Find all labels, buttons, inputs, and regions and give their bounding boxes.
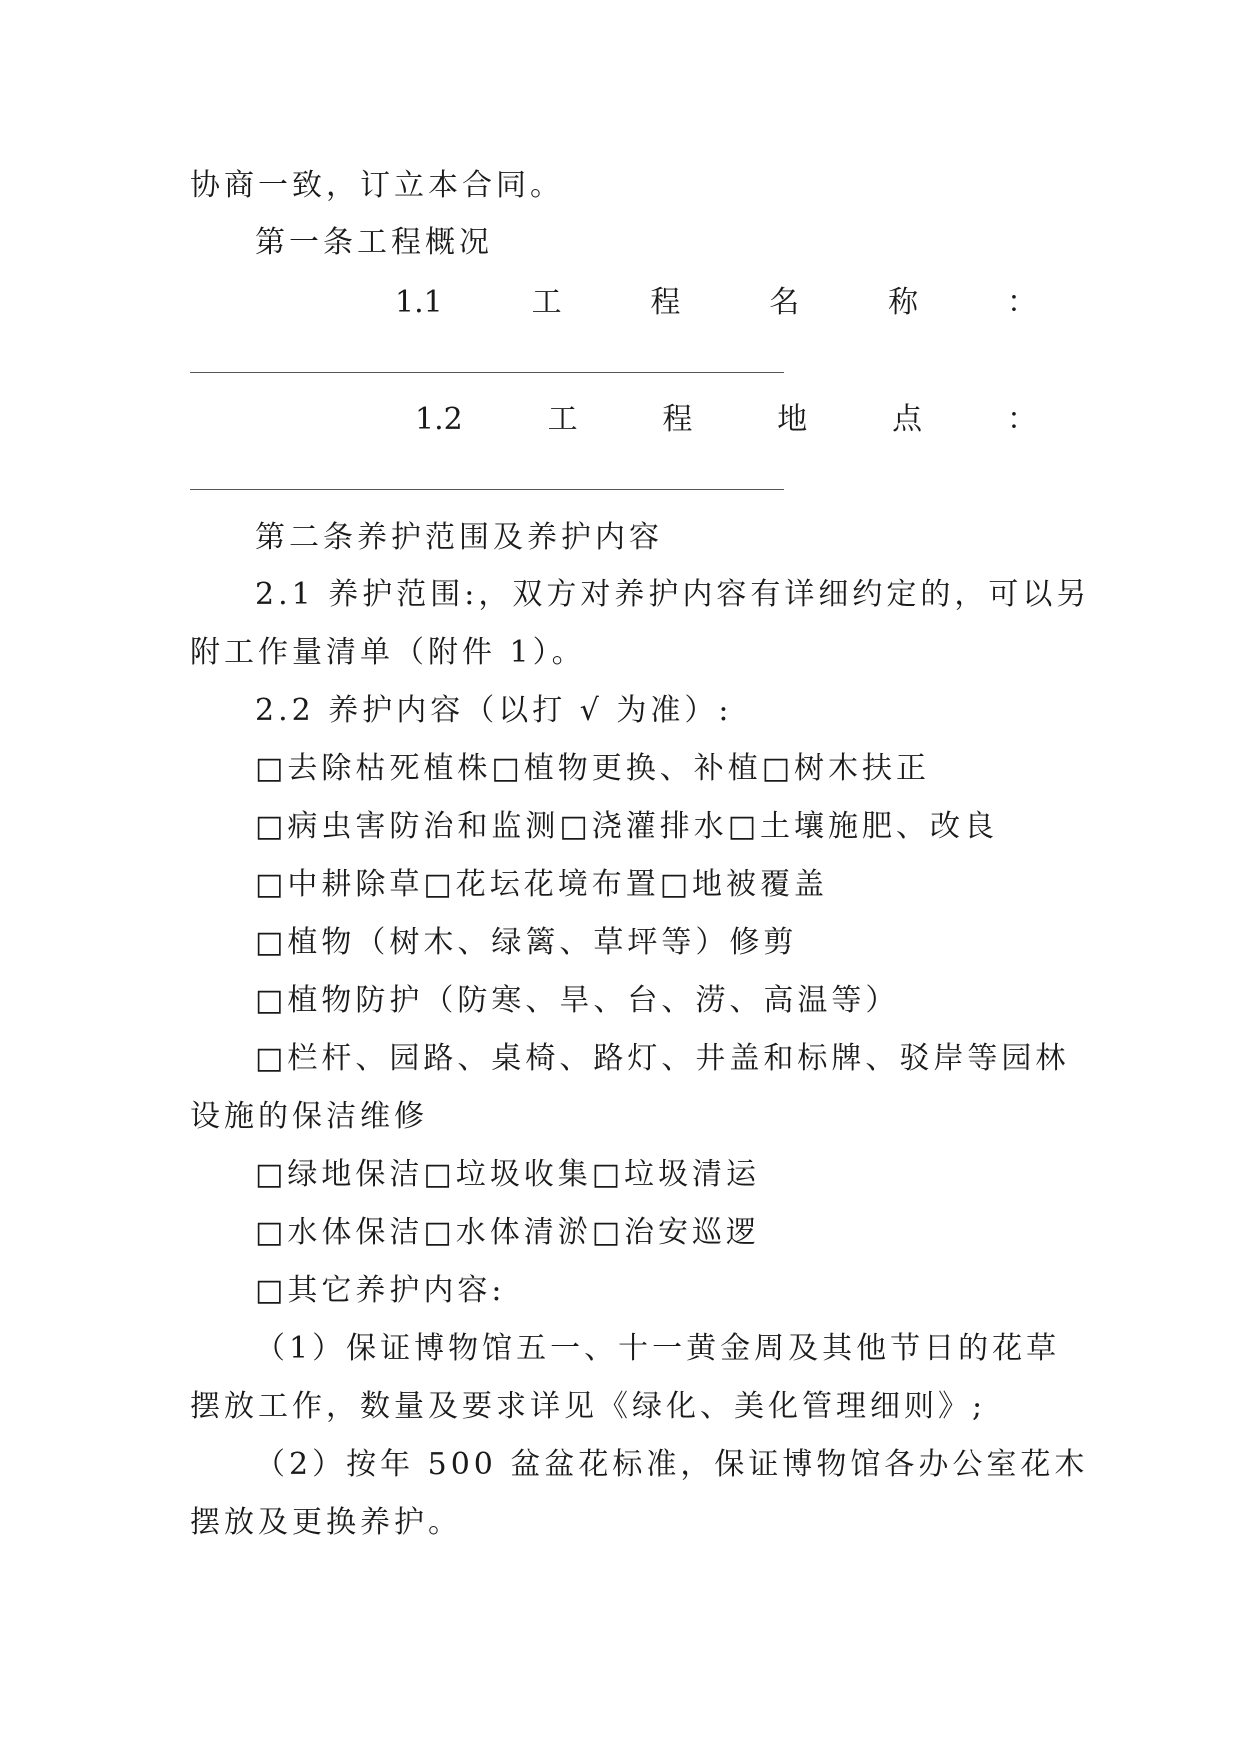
other-content-label: □其它养护内容: xyxy=(255,1273,506,1308)
facilities-line-2: 设施的保洁维修 xyxy=(190,1099,428,1134)
scope-paragraph-line-2: 附工作量清单（附件 1）。 xyxy=(190,635,586,670)
checklist-row: □去除枯死植株□植物更换、补植□树木扶正 xyxy=(255,751,931,786)
spread-char: 程 xyxy=(650,285,681,320)
checklist-row: □绿地保洁□垃圾收集□垃圾清运 xyxy=(255,1157,761,1192)
article-1-heading: 第一条工程概况 xyxy=(255,225,493,260)
scope-paragraph-line-1: 2.1 养护范围:，双方对养护内容有详细约定的，可以另 xyxy=(255,577,1091,612)
project-location-row xyxy=(415,400,1037,440)
spread-char: 点 xyxy=(892,402,923,437)
checklist-row: □病虫害防治和监测□浇灌排水□土壤施肥、改良 xyxy=(255,809,999,844)
spread-char: 称 xyxy=(888,285,919,320)
project-name-blank-line xyxy=(190,372,784,373)
item-number: 1.1 xyxy=(395,285,443,320)
other-item-1-line-2: 摆放工作，数量及要求详见《绿化、美化管理细则》; xyxy=(190,1389,987,1424)
intro-tail-text: 协商一致，订立本合同。 xyxy=(190,168,564,203)
project-location-blank-line xyxy=(190,489,784,490)
colon: ： xyxy=(1006,402,1037,437)
article-2-heading: 第二条养护范围及养护内容 xyxy=(255,520,663,555)
checklist-row: □植物防护（防寒、旱、台、涝、高温等） xyxy=(255,983,900,1018)
facilities-line-1: □栏杆、园路、桌椅、路灯、井盖和标牌、驳岸等园林 xyxy=(255,1041,1070,1076)
checklist-row: □植物（树木、绿篱、草坪等）修剪 xyxy=(255,925,798,960)
spread-char: 工 xyxy=(531,285,562,320)
spread-char: 名 xyxy=(769,285,800,320)
checklist-row: □水体保洁□水体清淤□治安巡逻 xyxy=(255,1215,761,1250)
spread-char: 程 xyxy=(662,402,693,437)
other-item-2-line-2: 摆放及更换养护。 xyxy=(190,1505,462,1540)
colon: ： xyxy=(1006,285,1037,320)
project-name-row xyxy=(395,283,1037,323)
spread-char: 地 xyxy=(777,402,808,437)
other-item-2-line-1: （2）按年 500 盆盆花标准，保证博物馆各办公室花木 xyxy=(255,1447,1089,1482)
content-label: 2.2 养护内容（以打 √ 为准）: xyxy=(255,693,733,728)
other-item-1-line-1: （1）保证博物馆五一、十一黄金周及其他节日的花草 xyxy=(255,1331,1061,1366)
spread-char: 工 xyxy=(547,402,578,437)
item-number: 1.2 xyxy=(415,402,463,437)
checklist-row: □中耕除草□花坛花境布置□地被覆盖 xyxy=(255,867,829,902)
